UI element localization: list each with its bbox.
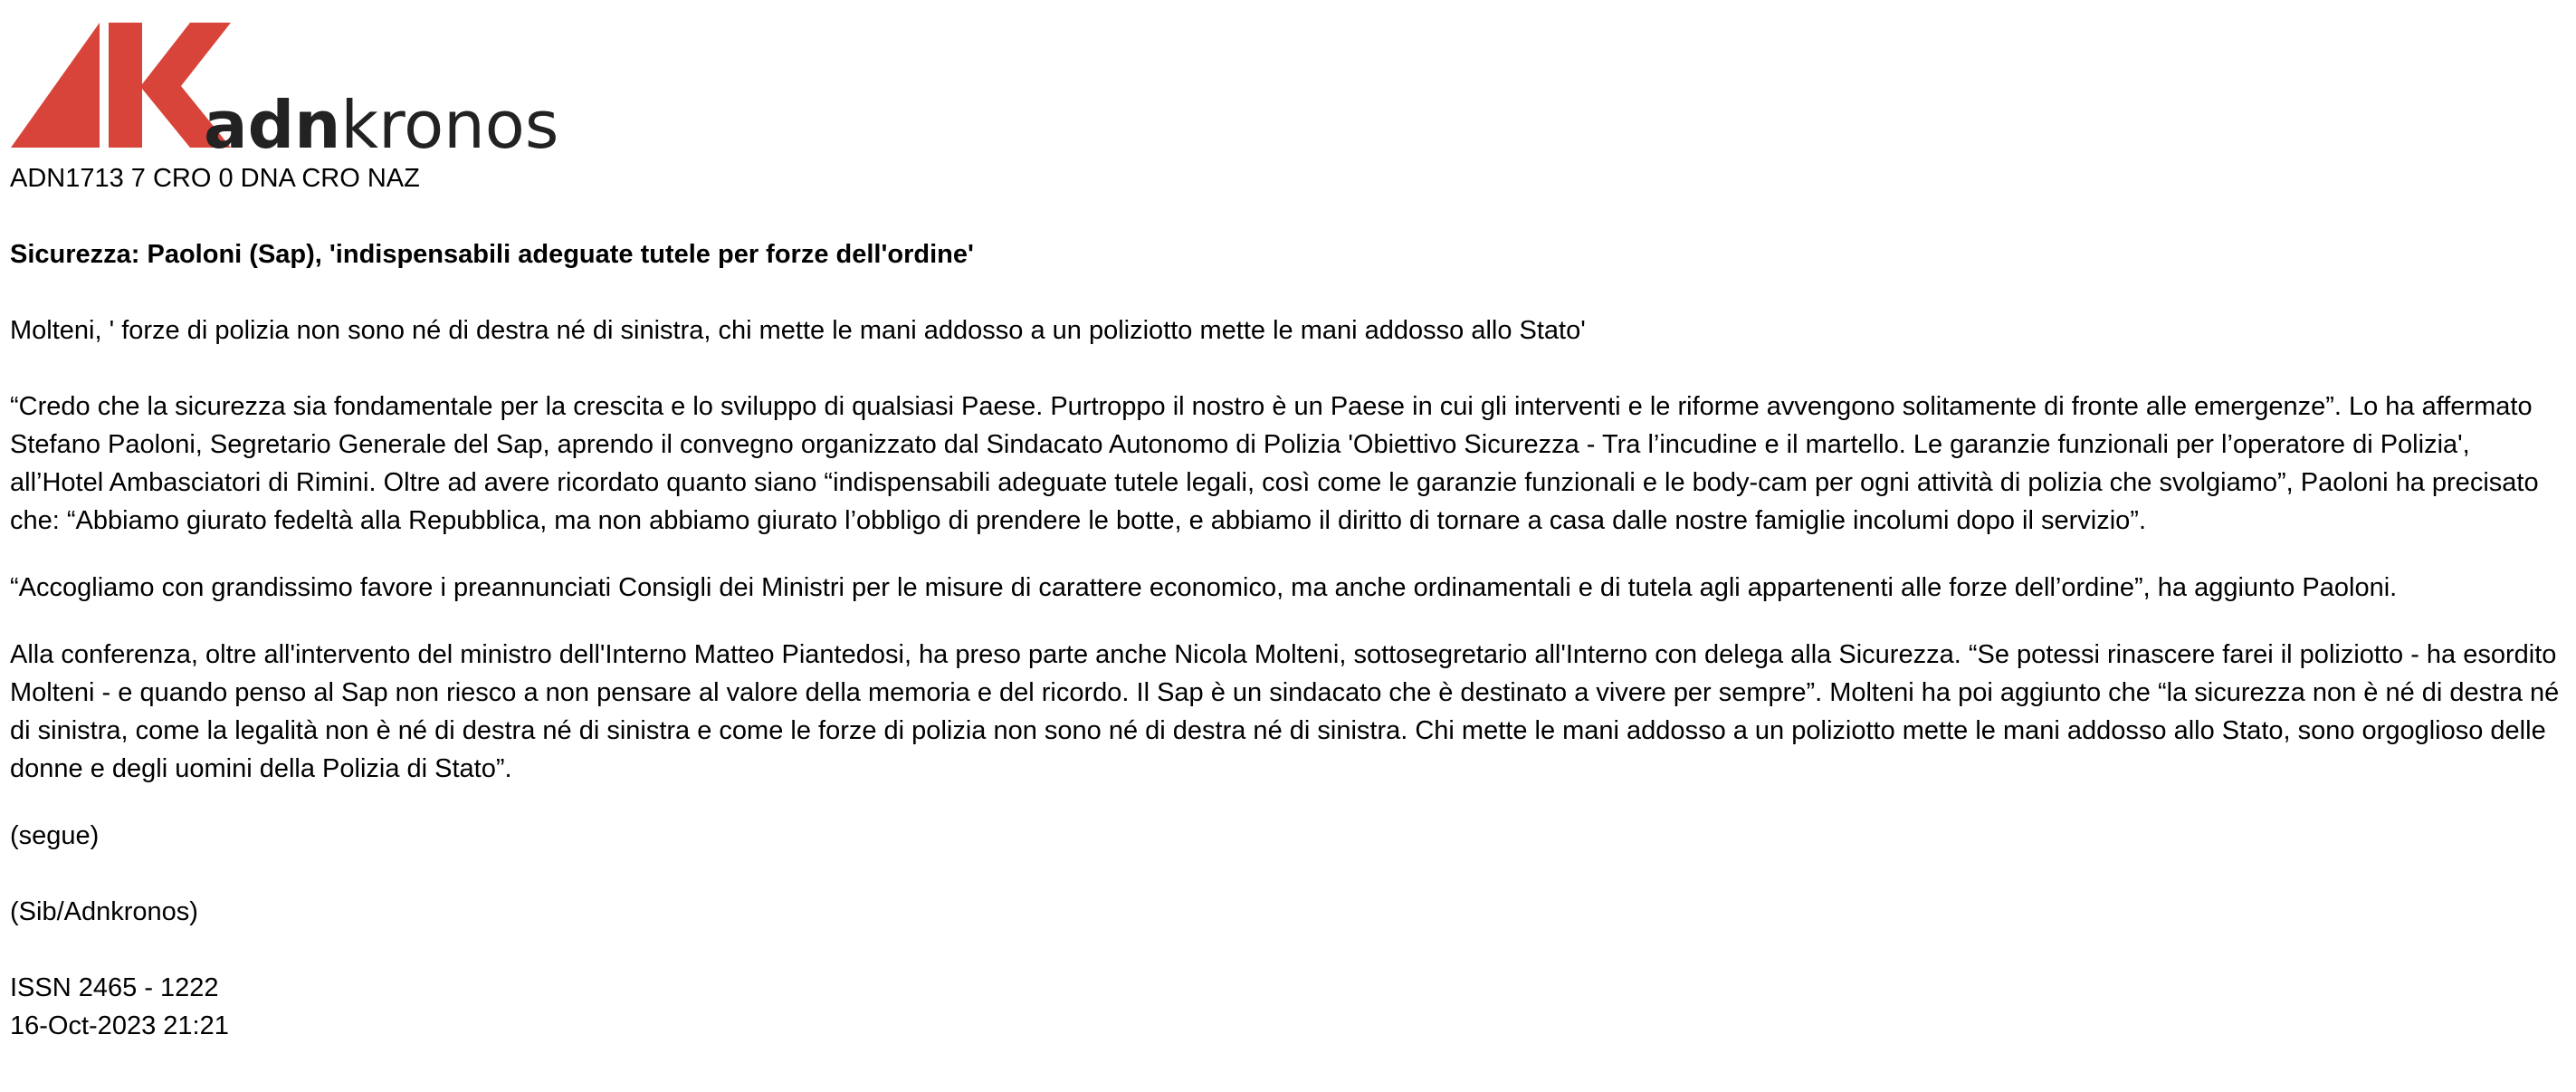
article-paragraph: “Credo che la sicurezza sia fondamentale per la crescita e lo sviluppo di qualsiasi Paese. Purtroppo il nostro è un Paese in cui gli interventi e le riforme avvengono solitamente di fronte alle emergenze”. Lo ha affermato Stefano Paoloni, Segretario Generale del Sap, aprendo il convegno organizzato dal Sindacato Autonomo di Polizia 'Obiettivo Sicurezza - Tra l’incudine e il martello. Le garanzie funzionali per l’operatore di Polizia', all’Hotel Ambasciatori di Rimini. Oltre ad avere ricordato quanto siano “indispensabili adeguate tutele legali, così come le garanzie funzionali e le body-cam per ogni attività di polizia che svolgiamo”, Paoloni ha precisato che: “Abbiamo giurato fedeltà alla Repubblica, ma non abbiamo giurato l’obbligo di prendere le botte, e abbiamo il diritto di tornare a casa dalle nostre famiglie incolumi dopo il servizio”.	[10, 392, 2539, 535]
article-paragraph: Alla conferenza, oltre all'intervento del ministro dell'Interno Matteo Piantedosi, ha preso parte anche Nicola Molteni, sottosegretario all'Interno con delega alla Sicurezza. “Se potessi rinascere farei il poliziotto - ha esordito Molteni - e quando penso al Sap non riesco a non pensare al valore della memoria e del ricordo. Il Sap è un sindacato che è destinato a vivere per sempre”. Molteni ha poi aggiunto che “la sicurezza non è né di destra né di sinistra, come la legalità non è né di destra né di sinistra e come le forze di polizia non sono né di destra né di sinistra. Chi mette le mani addosso a un poliziotto mette le mani addosso allo Stato, sono orgoglioso delle donne e degli uomini della Polizia di Stato”.	[10, 640, 2560, 783]
logo-wordmark-bold: adn	[204, 87, 341, 163]
article-headline: Sicurezza: Paoloni (Sap), 'indispensabili adeguate tutele per forze dell'ordine'	[10, 240, 974, 269]
article-subtitle: Molteni, ' forze di polizia non sono né di destra né di sinistra, chi mette le mani addosso a un poliziotto mette le mani addosso allo Stato'	[10, 316, 1586, 345]
segue-marker: (segue)	[10, 821, 100, 850]
logo-triangle-shape	[11, 23, 100, 148]
publication-datetime: 16-Oct-2023 21:21	[10, 1011, 229, 1040]
adnkronos-logo	[11, 21, 559, 163]
logo-wordmark-light: kronos	[340, 87, 559, 163]
article-content	[10, 159, 2569, 1045]
article-paragraph: “Accogliamo con grandissimo favore i preannunciati Consigli dei Ministri per le misure di carattere economico, ma anche ordinamentali e di tutela agli appartenenti alle forze dell’ordine”, ha aggiunto Paoloni.	[10, 573, 2398, 602]
adnkronos-logo-graphic	[11, 21, 559, 163]
logo-wordmark	[204, 87, 558, 163]
agency-code-line: ADN1713 7 CRO 0 DNA CRO NAZ	[10, 164, 420, 193]
article-signature: (Sib/Adnkronos)	[10, 897, 198, 926]
issn-number: ISSN 2465 - 1222	[10, 973, 219, 1002]
